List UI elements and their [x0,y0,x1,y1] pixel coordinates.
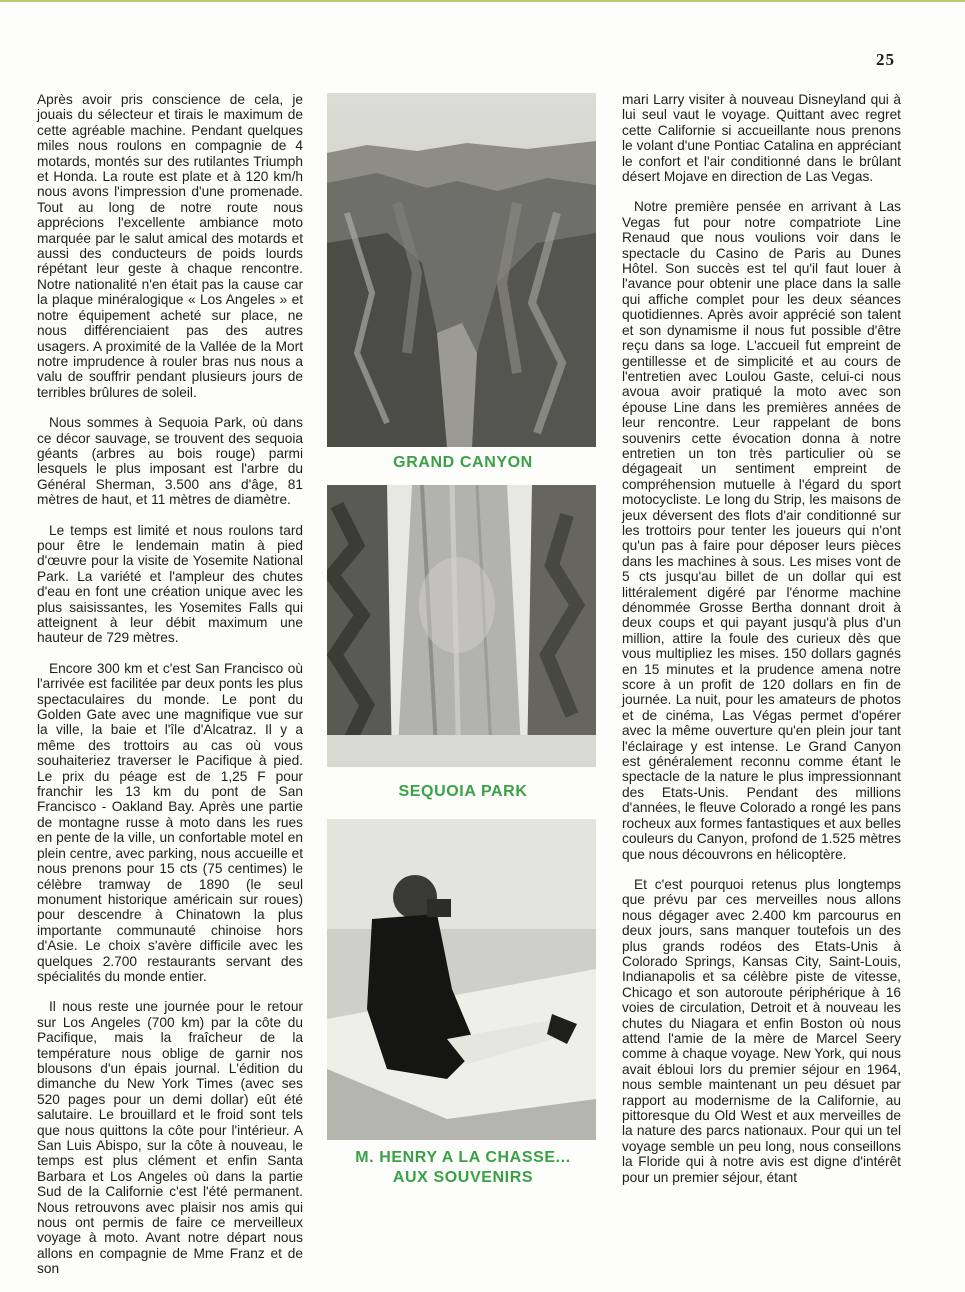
left-text-column [37,92,303,1292]
top-rule [0,0,965,2]
right-text-column [622,92,901,1200]
page-number: 25 [876,50,895,69]
paragraph: Il nous reste une journée pour le retour sur Los Angeles (700 km) par la côte du Pacifique, mais la fraîcheur de la température nous oblige de garnir nos blousons d'un épais journal. L'édition du dimanche du New York Times (avec ses 520 pages pour un demi dollar) eût été salutaire. Le brouillard et le froid sont tels que nous quittons la côte pour l'intérieur. A San Luis Abispo, sur la côte à nouveau, le temps est plus clément et enfin Santa Barbara et Los Angeles où dans la partie Sud de la Californie c'est l'été permanent. Nous retrouvons avec plaisir nos amis qui nous ont permis de faire ce merveilleux voyage à moto. Avant notre départ nous allons en compagnie de Mme Franz et de son [37,999,303,1277]
caption-henry [318,1148,608,1188]
caption-henry-line1: M. HENRY A LA CHASSE... [355,1149,571,1166]
sequoia-park-photo [327,485,596,767]
paragraph: Le temps est limité et nous roulons tard pour être le lendemain matin à pied d'œuvre pour la visite de Yosemite National Park. La variété et l'ampleur des chutes d'eau en font une création unique avec les plus saisissantes, les Yosemites Falls qui atteignent à leur débit maximum une hauteur de 729 mètres. [37,522,303,646]
caption-sequoia-park: SEQUOIA PARK [398,783,528,800]
caption-grand-canyon: GRAND CANYON [393,454,533,471]
grand-canyon-photo [327,93,596,447]
caption-henry-line2: AUX SOUVENIRS [392,1169,534,1186]
henry-photo [327,819,596,1140]
paragraph: mari Larry visiter à nouveau Disneyland qui à lui seul vaut le voyage. Quittant avec regret cette Californie si accueillante nous prenons le volant d'une Pontiac Catalina en appréciant le confort et l'air conditionné dans le brûlant désert Mojave en direction de Las Vegas. [622,92,901,185]
paragraph: Nous sommes à Sequoia Park, où dans ce décor sauvage, se trouvent des sequoia géants (arbres au bois rouge) parmi lesquels le plus imposant est l'arbre du Général Sherman, 3.500 ans d'âge, 81 mètres de haut, et 11 mètres de diamètre. [37,415,303,508]
paragraph: Encore 300 km et c'est San Francisco où l'arrivée est facilitée par deux ponts les plus spectaculaires du monde. Le pont du Golden Gate avec une magnifique vue sur la ville, la baie et l'île d'Alcatraz. Il y a même des trottoirs au cas où vous souhaiteriez traverser le Pacifique à pied. Le prix du péage est de 1,25 F pour franchir les 13 km du pont de San Francisco - Oakland Bay. Après une partie de montagne russe à moto dans les rues en pente de la ville, un confortable motel en plein centre, avec parking, nous accueille et nous prenons pour 15 cts (75 centimes) le célèbre tramway de 1890 (le seul monument historique américain sur roues) pour descendre à Chinatown la plus importante communauté chinoise hors d'Asie. Le choix s'avère difficile avec les quelques 2.700 restaurants servant des spécialités du monde entier. [37,660,303,984]
paragraph: Et c'est pourquoi retenus plus longtemps que prévu par ces merveilles nous allons nous dégager avec 2.400 km parcourus en deux jours, sans manquer toutefois un des plus grands rodéos des Etats-Unis à Colorado Springs, Kansas City, Saint-Louis, Indianapolis et sa célèbre piste de vitesse, Chicago et son autoroute périphérique à 16 voies de circulation, Detroit et à nouveau les chutes du Niagara et enfin Boston où nous attend l'amie de la mère de Marcel Seery comme à chaque voyage. New York, qui nous avait ébloui lors du premier séjour en 1964, nous semble maintenant un peu désuet par rapport au modernisme de la Californie, au pittoresque du Old West et aux merveilles de la nature des parcs nationaux. Pour qui un tel voyage semble un peu long, nous conseillons la Floride qui à notre avis est digne d'intérêt pour un premier séjour, étant [622,876,901,1185]
paragraph: Notre première pensée en arrivant à Las Vegas fut pour notre compatriote Line Renaud que nous voulions voir dans le spectacle du Casino de Paris au Dunes Hôtel. Son succès est tel qu'il faut louer à l'avance pour obtenir une place dans la salle qui affiche complet pour les deux séances quotidiennes. Après avoir apprécié son talent et son dynamisme il nous fut possible d'être reçu dans sa loge. L'accueil fut empreint de gentillesse et de simplicité et au cours de l'entretien avec Loulou Gaste, celui-ci nous avoua avoir pratiqué la moto avec son épouse Line dans les premières années de leur rencontre. Leur rappelant de bons souvenirs cette évocation donna à notre entretien un ton très particulier où se dégageait un sentiment empreint de compréhension mutuelle à l'égard du sport motocycliste. Le long du Strip, les maisons de jeux déversent des flots d'air conditionné sur les trottoirs pour tenter les joueurs qui n'ont qu'un pas à faire pour déposer leurs pièces dans les machines à sous. Les mises vont de 5 cts jusqu'au billet de un dollar qui est littéralement digéré par l'énorme machine dénommée Grosse Bertha donnant droit à deux coups et qui payant jusqu'à plus d'un million, attire la foule des curieux dès que vous multipliez les mises. 150 dollars gagnés en 15 minutes et la prudence amena notre score à un profit de 120 dollars en fin de journée. La nuit, pour les amateurs de photos et de cinéma, Las Végas permet d'opérer avec la même ouverture qu'en plein jour tant l'éclairage y est intense. Le Grand Canyon est généralement reconnu comme étant le spectacle de la nature le plus impressionnant des Etats-Unis. Pendant des millions d'années, le fleuve Colorado a rongé les pans rocheux aux formes fantastiques et aux belles couleurs du Canyon, profond de 1.525 mètres que nous découvrons en hélicoptère. [622,199,901,862]
paragraph: Après avoir pris conscience de cela, je jouais du sélecteur et tirais le maximum de cette agréable machine. Pendant quelques miles nous roulons en compagnie de 4 motards, montés sur des rutilantes Triumph et Honda. La route est plate et à 120 km/h nous avons l'impression d'une promenade. Tout au long de notre route nous apprécions l'excellente ambiance moto marquée par le salut amical des motards et aussi des conducteurs de poids lourds répétant leur geste à chaque rencontre. Notre nationalité n'en était pas la cause car la plaque minéralogique « Los Angeles » et notre équipement acheté sur place, ne nous différenciaient pas des autres usagers. A proximité de la Vallée de la Mort notre imprudence à rouler bras nus nous a valu de souffrir pendant plusieurs jours de terribles brûlures de soleil. [37,92,303,400]
